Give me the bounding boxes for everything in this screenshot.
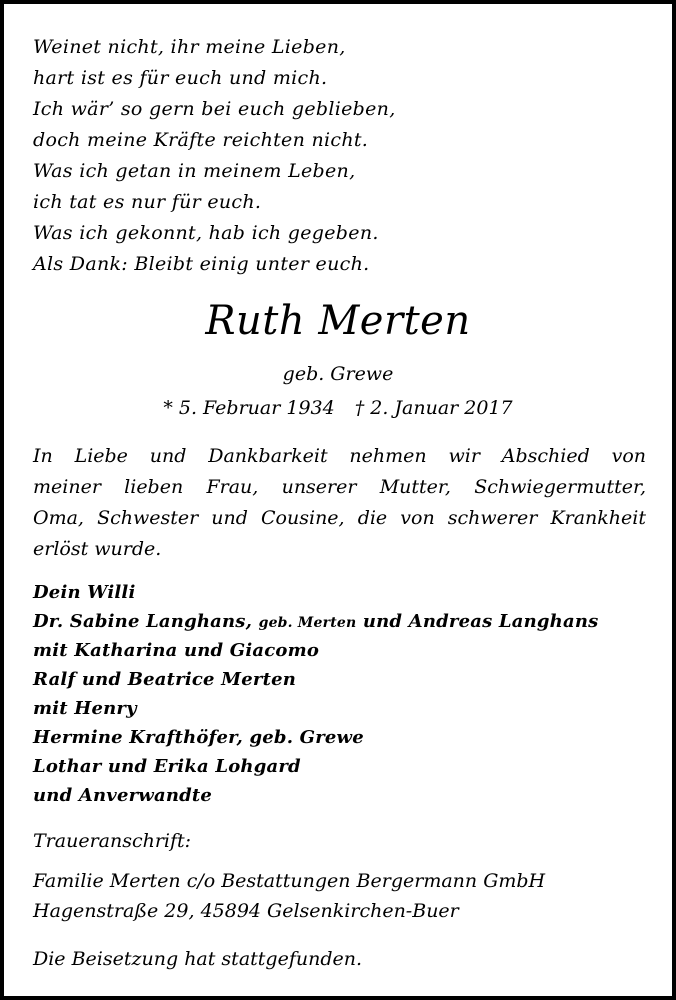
message-line: meiner lieben Frau, unserer Mutter, Schwiegermutter, (33, 476, 646, 498)
poem-line: doch meine Kräfte reichten nicht. (33, 129, 369, 151)
mourner-name: und Andreas Langhans (362, 611, 599, 632)
maiden-name: geb. Grewe (282, 363, 394, 385)
poem-line: Als Dank: Bleibt einig unter euch. (33, 253, 370, 275)
address-label: Traueranschrift: (33, 830, 192, 852)
mourner-line (33, 611, 598, 632)
burial-note: Die Beisetzung hat stattgefunden. (33, 948, 363, 970)
mourner-line: Ralf und Beatrice Merten (33, 669, 297, 690)
mourner-line: und Anverwandte (33, 785, 213, 806)
message-line: Oma, Schwester und Cousine, die von schwerer Krankheit (33, 507, 646, 529)
message-line: erlöst wurde. (33, 538, 162, 560)
life-dates (4, 397, 672, 419)
farewell-message (33, 441, 646, 565)
mourner-line: mit Henry (33, 698, 137, 719)
message-line: In Liebe und Dankbarkeit nehmen wir Abschied von (33, 445, 646, 467)
poem-line: ich tat es nur für euch. (33, 191, 262, 213)
death-date: † 2. Januar 2017 (354, 397, 513, 419)
poem-line: Ich wär’ so gern bei euch geblieben, (33, 98, 396, 120)
deceased-name: Ruth Merten (205, 298, 471, 344)
mourner-line: Lothar und Erika Lohgard (33, 756, 301, 777)
poem-line: Was ich getan in meinem Leben, (33, 160, 356, 182)
mourner-line: mit Katharina und Giacomo (33, 640, 320, 661)
mourner-line: Dein Willi (33, 582, 136, 603)
poem-line: Was ich gekonnt, hab ich gegeben. (33, 222, 379, 244)
mourner-name: Dr. Sabine Langhans, (33, 611, 253, 632)
mourner-line: Hermine Krafthöfer, geb. Grewe (33, 727, 364, 748)
mourner-maiden-name: geb. Merten (258, 615, 357, 631)
poem-line: Weinet nicht, ihr meine Lieben, (33, 36, 346, 58)
birth-date: * 5. Februar 1934 (163, 397, 335, 419)
address-line: Hagenstraße 29, 45894 Gelsenkirchen-Buer (33, 900, 459, 922)
address-line: Familie Merten c/o Bestattungen Bergermann GmbH (33, 870, 546, 892)
poem-line: hart ist es für euch und mich. (33, 67, 328, 89)
